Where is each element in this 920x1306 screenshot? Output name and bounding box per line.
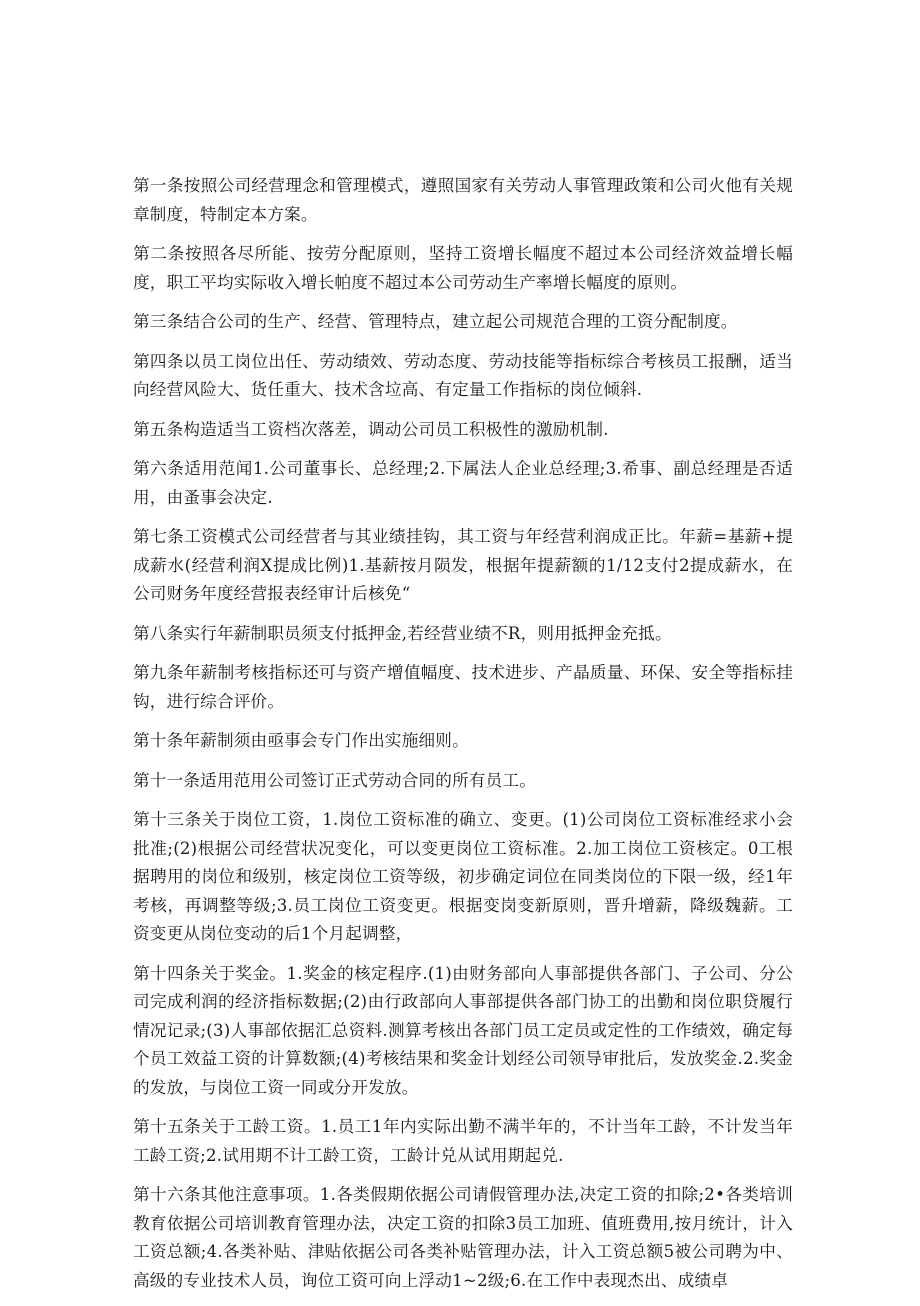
article-1: 第一条按照公司经营理念和管理模式，遵照国家有关劳动人事管理政策和公司火他有关规章制度，特制定本方案。: [133, 176, 793, 224]
article-14: 第十四条关于奖金。1.奖金的核定程序.(1)由财务部向人事部提供各部门、子公司、分公司完成利润的经济指标数据;(2)由行政部向人事部提供各部门协工的出勤和岗位职贷履行情况记录;(3)人事部依据汇总资料.测算考核出各部门员工定员或定性的工作绩效，确定每个员工效益工资的计算数额;(4)考核结果和奖金计划经公司领导审批后，发放奖金.2.奖金的发放，与岗位工资一同或分开发放。: [133, 963, 793, 1097]
article-16: 第十六条其他注意事项。1.各类假期依据公司请假管理办法,决定工资的扣除;2•各类培训教育依据公司培训教育管理办法，决定工资的扣除3员工加班、值班费用,按月统计，计入工资总额;4.各类补贴、津贴依据公司各类补贴管理办法，计入工资总额5被公司聘为中、高级的专业技术人员，询位工资可向上浮动1~2级;6.在工作中表现杰出、成绩卓: [133, 1185, 793, 1290]
article-5: 第五条构造适当工资档次落差，调动公司员工积极性的激励机制.: [133, 419, 609, 439]
article-3: 第三条结合公司的生产、经营、管理特点，建立起公司规范合理的工资分配制度。: [133, 312, 738, 331]
article-8: 第八条实行年薪制职员须支付抵押金,若经营业绩不R，则用抵押金充抵。: [133, 623, 672, 643]
article-15: 第十五条关于工龄工资。1.员工1年内实际出勤不满半年的，不计当年工龄，不计发当年工龄工资;2.试用期不计工龄工资，工龄计兑从试用期起兑.: [133, 1117, 793, 1165]
document-body: [133, 172, 793, 1306]
article-6: 第六条适用范闻1.公司董事长、总经理;2.下属法人企业总经理;3.希事、副总经理是否适用，由蚤事会决定.: [133, 459, 793, 507]
article-7: 第七条工资模式公司经营者与其业绩挂钩，其工资与年经营利润成正比。年薪=基薪+提成薪水(经营利润X提成比例)1.基薪按月陨发，根据年提薪额的1/12支付2提成薪水，在公司财务年度经营报表经审计后核免“: [133, 527, 793, 603]
article-9: 第九条年薪制考核指标还可与资产增值幅度、技术进步、产晶质量、环保、安全等指标挂钩，进行综合评价。: [133, 663, 793, 711]
article-10: 第十条年薪制须由亟事会专门作出实施细则。: [133, 731, 469, 750]
article-13: 第十三条关于岗位工资，1.岗位工资标准的确立、变更。(1)公司岗位工资标准经求小会批准;(2)根据公司经营状况变化，可以变更岗位工资标准。2.加工岗位工资核定。0工根据聘用的岗位和级别，核定岗位工资等级，初步确定词位在同类岗位的下限一级，经1年考核，再调整等级;3.员工岗位工资变更。根据变岗变新原则，晋升增薪，降级魏薪。工资变更从岗位变动的后1个月起调整，: [133, 810, 793, 943]
article-2: 第二条按照各尽所能、按劳分配原则，坚持工资增长幅度不超过本公司经济效益增长幅度，职工平均实际收入增长帕度不超过本公司劳动生产率增长幅度的原则。: [133, 244, 793, 292]
article-4: 第四条以员工岗位出任、劳动绩效、劳动态度、劳动技能等指标综合考核员工报酬，适当向经营风险大、货任重大、技术含垃高、有定量工作指标的岗位倾斜.: [133, 351, 793, 399]
article-11: 第十一条适用范用公司签订正式劳动合同的所有员工。: [133, 770, 537, 790]
